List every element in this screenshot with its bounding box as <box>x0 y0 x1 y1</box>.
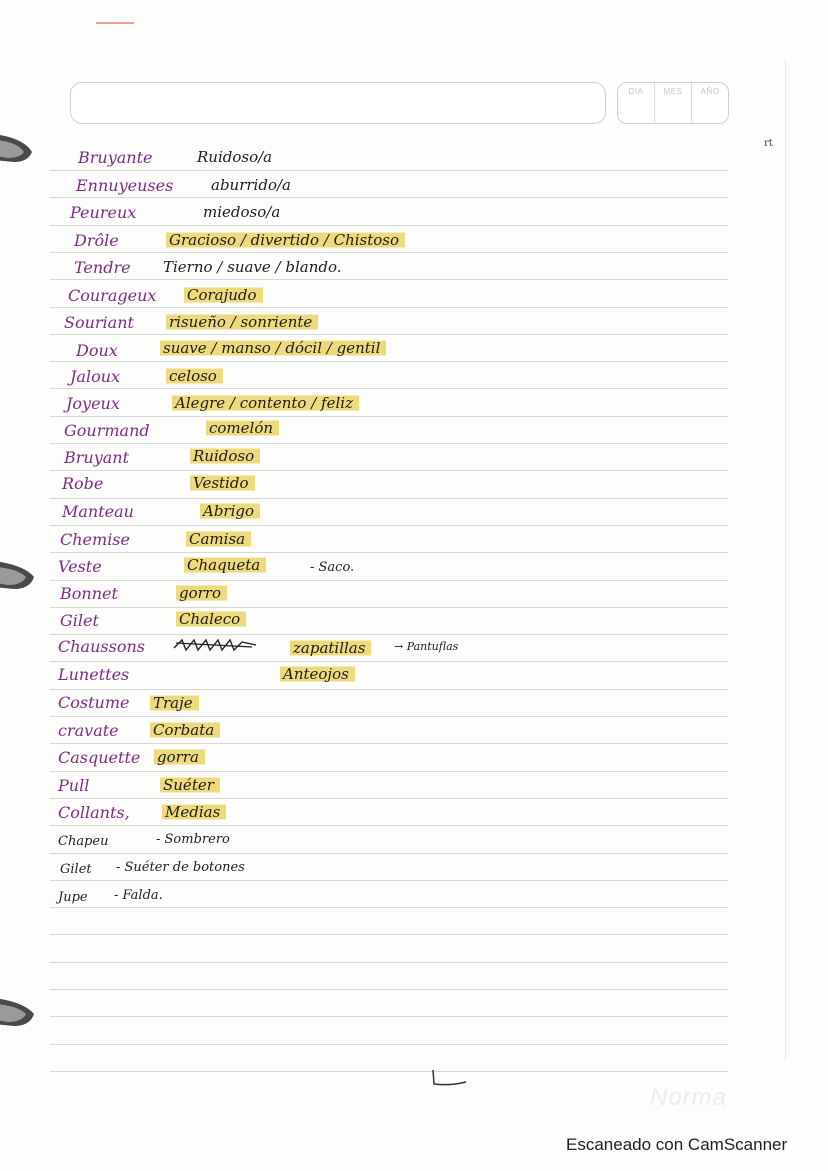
binder-ring-icon <box>0 555 44 595</box>
spanish-translation: Traje <box>150 694 199 712</box>
ruled-line <box>50 989 728 990</box>
spanish-translation: celoso <box>166 367 223 385</box>
date-box <box>617 82 729 124</box>
spanish-translation: Chaleco <box>176 610 246 628</box>
spanish-translation: aburrido/a <box>211 176 291 194</box>
french-word: Pull <box>58 776 90 795</box>
french-word: Souriant <box>64 313 134 332</box>
ruled-line <box>50 443 728 444</box>
date-day-label: DIA <box>618 83 655 123</box>
page-edge <box>785 60 806 1060</box>
french-word: Bruyant <box>64 448 130 467</box>
french-word: Joyeux <box>66 394 120 413</box>
spanish-translation: comelón <box>206 419 279 437</box>
ruled-line <box>50 689 728 690</box>
french-word: Drôle <box>74 231 119 250</box>
ruled-line <box>50 197 728 198</box>
french-word: Ennuyeuses <box>76 176 174 195</box>
spanish-translation: Vestido <box>190 474 255 492</box>
ruled-line <box>50 470 728 471</box>
ruled-line <box>50 771 728 772</box>
translation-note: → Pantuflas <box>394 640 459 653</box>
spanish-translation: - Suéter de botones <box>116 860 245 875</box>
margin-note: rt <box>764 138 773 149</box>
ruled-line <box>50 580 728 581</box>
ruled-line <box>50 225 728 226</box>
ruled-line <box>50 607 728 608</box>
notebook-brand-logo: Norma <box>650 1084 728 1111</box>
ruled-line <box>50 934 728 935</box>
spanish-translation: zapatillas <box>290 639 371 657</box>
spanish-translation: Medias <box>162 803 226 821</box>
spanish-translation: gorra <box>154 748 205 766</box>
spanish-translation: Camisa <box>186 530 251 548</box>
spanish-translation: Suéter <box>160 776 220 794</box>
french-word: Peureux <box>70 203 137 222</box>
ruled-line <box>50 498 728 499</box>
french-word: Casquette <box>58 748 141 767</box>
ruled-line <box>50 170 728 171</box>
ruled-line <box>50 416 728 417</box>
french-word: Gilet <box>60 611 99 630</box>
binder-ring-icon <box>0 128 44 168</box>
ruled-line <box>50 334 728 335</box>
scanner-watermark: Escaneado con CamScanner <box>566 1135 788 1154</box>
french-word: Doux <box>76 341 118 360</box>
spanish-translation: Anteojos <box>280 665 355 683</box>
translation-note: - Saco. <box>310 560 355 575</box>
french-word: cravate <box>58 721 119 740</box>
spanish-translation: suave / manso / dócil / gentil <box>160 339 386 357</box>
french-word: Robe <box>62 474 104 493</box>
spanish-translation: Ruidoso/a <box>197 148 273 166</box>
ruled-line <box>50 525 728 526</box>
ruled-line <box>50 853 728 854</box>
french-word: Chaussons <box>58 637 145 656</box>
french-word: Manteau <box>62 502 134 521</box>
ruled-line <box>50 634 728 635</box>
french-word: Tendre <box>74 258 131 277</box>
ruled-line <box>50 661 728 662</box>
french-word: Gilet <box>60 862 92 877</box>
french-word: Jupe <box>58 890 88 905</box>
french-word: Jaloux <box>70 367 121 386</box>
french-word: Chapeu <box>58 834 109 849</box>
spanish-translation: Ruidoso <box>190 447 260 465</box>
french-word: Chemise <box>60 530 130 549</box>
date-year-label: AÑO <box>700 87 720 96</box>
spanish-translation: - Sombrero <box>156 832 230 847</box>
ruled-line <box>50 361 728 362</box>
ruled-line <box>50 1071 728 1072</box>
ruled-line <box>50 388 728 389</box>
spanish-translation: Corajudo <box>184 286 263 304</box>
ruled-line <box>50 825 728 826</box>
ruled-line <box>50 279 728 280</box>
french-word: Courageux <box>68 286 157 305</box>
spanish-translation: risueño / sonriente <box>166 313 318 331</box>
crossed-out-word <box>172 638 258 652</box>
ruled-line <box>50 743 728 744</box>
date-month-label: MES <box>655 83 692 123</box>
french-word: Bonnet <box>60 584 118 603</box>
ruled-line <box>50 1016 728 1017</box>
spanish-translation: gorro <box>176 584 227 602</box>
spanish-translation: miedoso/a <box>203 203 281 221</box>
spanish-translation: Alegre / contento / feliz <box>172 394 359 412</box>
spanish-translation: Corbata <box>150 721 220 739</box>
ruled-line <box>50 907 728 908</box>
spanish-translation: - Falda. <box>114 888 163 903</box>
ruled-line <box>50 798 728 799</box>
ruled-line <box>50 716 728 717</box>
ruled-line <box>50 252 728 253</box>
ruled-line <box>50 1044 728 1045</box>
french-word: Bruyante <box>78 148 153 167</box>
title-box <box>70 82 606 124</box>
spanish-translation: Gracioso / divertido / Chistoso <box>166 231 405 249</box>
french-word: Lunettes <box>58 665 130 684</box>
spanish-translation: Chaqueta <box>184 556 266 574</box>
spanish-translation: Tierno / suave / blando. <box>163 258 342 276</box>
french-word: Collants, <box>58 803 130 822</box>
ruled-line <box>50 962 728 963</box>
ruled-line <box>50 307 728 308</box>
ruled-line <box>50 880 728 881</box>
spanish-translation: Abrigo <box>200 502 260 520</box>
pen-mark <box>430 1068 470 1090</box>
french-word: Veste <box>58 557 102 576</box>
binder-ring-icon <box>0 992 44 1032</box>
french-word: Gourmand <box>64 421 150 440</box>
ruled-line <box>50 552 728 553</box>
french-word: Costume <box>58 693 130 712</box>
